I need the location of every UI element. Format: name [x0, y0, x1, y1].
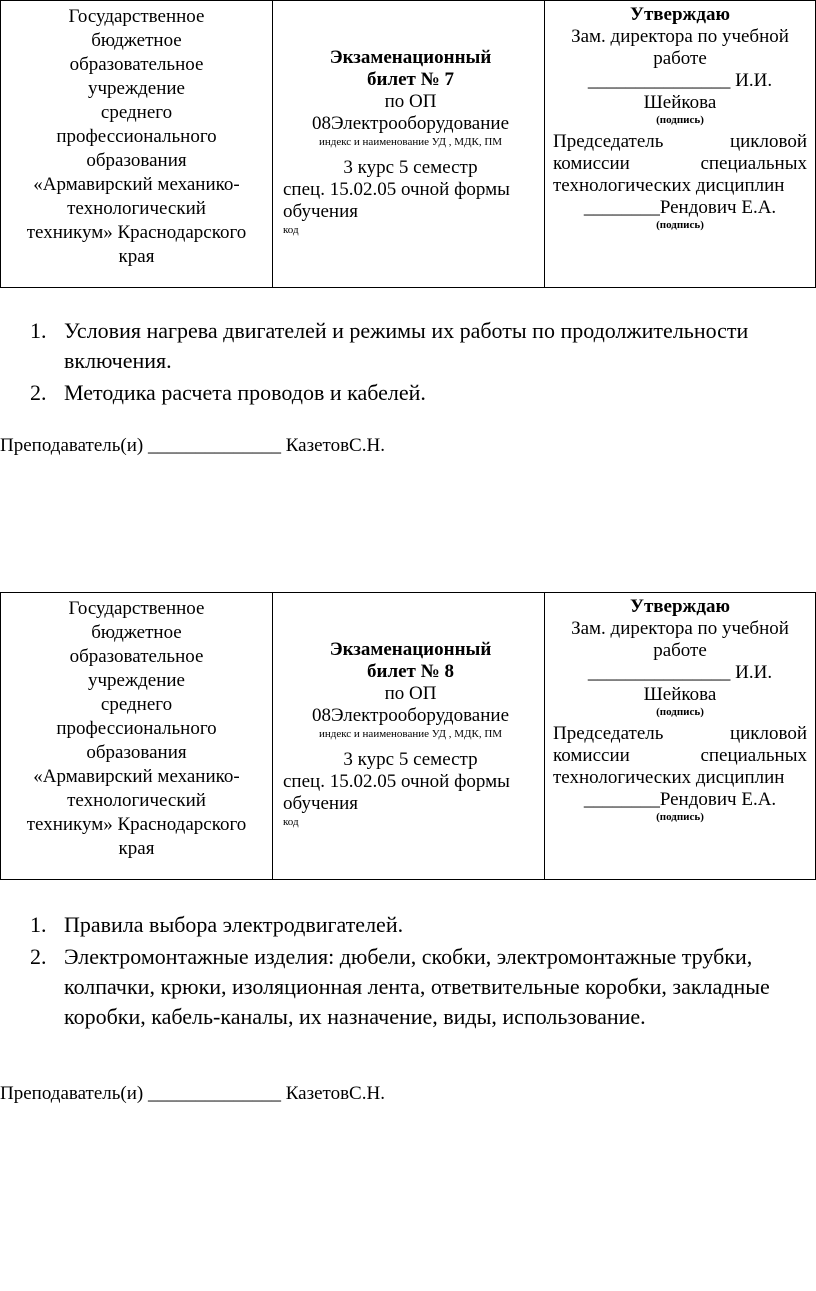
org-line: технологический	[67, 790, 206, 811]
chair-line-3: технологических дисциплин	[553, 175, 785, 196]
teacher-signature-line: Преподаватель(и) ______________ КазетовС.Н.	[0, 435, 385, 456]
ticket-info-cell	[273, 1, 545, 287]
deputy-title: Зам. директора по учебной	[571, 26, 789, 47]
deputy-title-2: работе	[653, 48, 707, 69]
deputy-signature: _______________ И.И.	[587, 662, 773, 683]
subject-prefix: по ОП	[384, 683, 437, 704]
study-form: обучения	[283, 793, 359, 814]
questions-list	[30, 316, 790, 410]
org-line: учреждение	[88, 78, 185, 99]
chair-line-1: Председатель цикловой	[553, 723, 807, 744]
org-line: учреждение	[88, 670, 185, 691]
ticket-title: Экзаменационный	[329, 639, 492, 660]
org-line: технологический	[67, 198, 206, 219]
ticket-header-table	[0, 592, 816, 880]
org-line: образования	[86, 742, 187, 763]
question-item: 2. Электромонтажные изделия: дюбели, скобки, электромонтажные трубки, колпачки, крюки, изоляционная лента, ответвительные коробки, закладные коробки, кабель-каналы, их назначение, виды, использование.	[30, 944, 770, 1029]
deputy-title-2: работе	[653, 640, 707, 661]
deputy-title: Зам. директора по учебной	[571, 618, 789, 639]
chair-line-2: комиссии специальных	[553, 745, 807, 766]
deputy-name: Шейкова	[643, 684, 717, 705]
subject-name: 08Электрооборудование	[311, 113, 510, 134]
org-line: бюджетное	[91, 622, 182, 643]
approve-label: Утверждаю	[630, 4, 730, 25]
org-line: техникум» Краснодарского	[26, 222, 247, 243]
org-line: края	[118, 838, 155, 859]
ticket-header-table	[0, 0, 816, 288]
chair-line-2: комиссии специальных	[553, 153, 807, 174]
org-line: образовательное	[69, 54, 204, 75]
signature-hint-2: (подпись)	[656, 219, 704, 231]
signature-hint: (подпись)	[656, 706, 704, 718]
organization-cell	[1, 593, 273, 879]
organization-cell	[1, 1, 273, 287]
org-line: техникум» Краснодарского	[26, 814, 247, 835]
questions-list	[30, 910, 790, 1034]
org-line: «Армавирский механико-	[33, 766, 240, 787]
org-line: «Армавирский механико-	[33, 174, 240, 195]
org-line: образовательное	[69, 646, 204, 667]
deputy-signature: _______________ И.И.	[587, 70, 773, 91]
subject-name: 08Электрооборудование	[311, 705, 510, 726]
signature-hint-2: (подпись)	[656, 811, 704, 823]
org-line: Государственное	[68, 6, 205, 27]
teacher-signature-line: Преподаватель(и) ______________ КазетовС.Н.	[0, 1083, 385, 1104]
org-line: среднего	[100, 694, 173, 715]
ticket-info-cell	[273, 593, 545, 879]
deputy-name: Шейкова	[643, 92, 717, 113]
specialty: спец. 15.02.05 очной формы	[283, 771, 510, 792]
subject-hint: индекс и наименование УД , МДК, ПМ	[318, 136, 503, 148]
org-line: края	[118, 246, 155, 267]
approve-label: Утверждаю	[630, 596, 730, 617]
ticket-number: билет № 7	[367, 69, 454, 90]
org-line: бюджетное	[91, 30, 182, 51]
code-hint: код	[283, 816, 299, 828]
chair-signature: ________Рендович Е.А.	[583, 789, 777, 810]
org-line: Государственное	[68, 598, 205, 619]
chair-line-1: Председатель цикловой	[553, 131, 807, 152]
course-semester: 3 курс 5 семестр	[343, 749, 478, 770]
question-item: 2. Методика расчета проводов и кабелей.	[30, 380, 426, 405]
ticket-title: Экзаменационный	[329, 47, 492, 68]
chair-signature: ________Рендович Е.А.	[583, 197, 777, 218]
course-semester: 3 курс 5 семестр	[343, 157, 478, 178]
approval-cell	[545, 593, 815, 879]
signature-hint: (подпись)	[656, 114, 704, 126]
org-line: профессионального	[56, 718, 217, 739]
code-hint: код	[283, 224, 299, 236]
org-line: образования	[86, 150, 187, 171]
subject-hint: индекс и наименование УД , МДК, ПМ	[318, 728, 503, 740]
specialty: спец. 15.02.05 очной формы	[283, 179, 510, 200]
ticket-number: билет № 8	[367, 661, 454, 682]
question-item: 1. Правила выбора электродвигателей.	[30, 912, 404, 937]
question-item: 1. Условия нагрева двигателей и режимы их работы по продолжительности включения.	[30, 318, 749, 373]
org-line: профессионального	[56, 126, 217, 147]
org-line: среднего	[100, 102, 173, 123]
study-form: обучения	[283, 201, 359, 222]
chair-line-3: технологических дисциплин	[553, 767, 785, 788]
approval-cell	[545, 1, 815, 287]
subject-prefix: по ОП	[384, 91, 437, 112]
